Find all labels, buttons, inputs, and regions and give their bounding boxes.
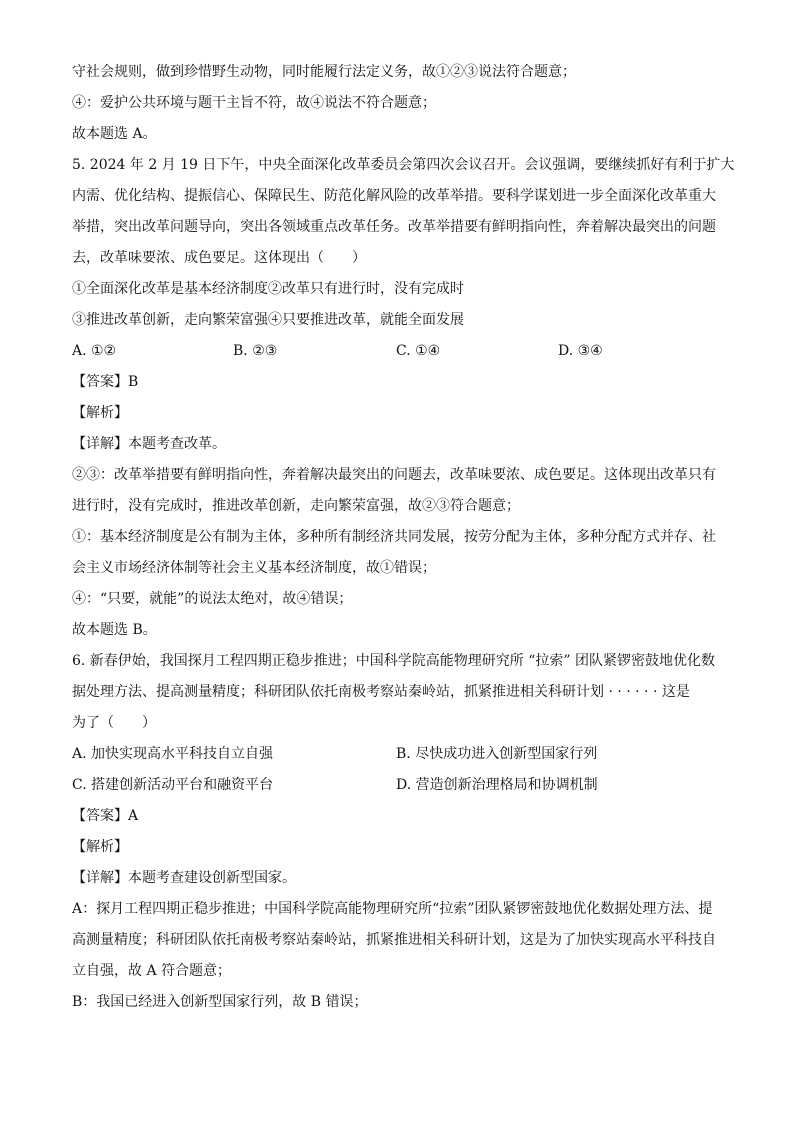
q6-option-d: D. 营造创新治理格局和协调机制 xyxy=(396,777,598,793)
q5-option-d: D. ③④ xyxy=(558,343,603,359)
q6-option-c: C. 搭建创新活动平台和融资平台 xyxy=(72,777,274,793)
q6-option-b: B. 尽快成功进入创新型国家行列 xyxy=(396,746,598,762)
q5-analysis-heading: 【解析】 xyxy=(72,405,128,421)
q6-explanation-line: 高测量精度；科研团队依托南极考察站秦岭站，抓紧推进相关科研计划，这是为了加快实现高水平科技自 xyxy=(72,932,716,948)
q6-stem-line: 为了（ ） xyxy=(72,715,156,731)
prev-explanation-line: 守社会规则，做到珍惜野生动物，同时能履行法定义务，故①②③说法符合题意； xyxy=(72,64,576,80)
q5-item-line: ①全面深化改革是基本经济制度②改革只有进行时，没有完成时 xyxy=(72,281,464,297)
q5-stem-line: 去，改革味要浓、成色要足。这体现出（ ） xyxy=(72,250,366,266)
q5-item-line: ③推进改革创新，走向繁荣富强④只要推进改革，就能全面发展 xyxy=(72,312,464,328)
q5-explanation-line: ①：基本经济制度是公有制为主体，多种所有制经济共同发展，按劳分配为主体，多种分配方式并存、社 xyxy=(72,529,716,545)
q5-explanation-line: 会主义市场经济体制等社会主义基本经济制度，故①错误； xyxy=(72,560,436,576)
q6-option-a: A. 加快实现高水平科技自立自强 xyxy=(72,746,274,762)
q6-stem-line: 6. 新春伊始，我国探月工程四期正稳步推进；中国科学院高能物理研究所 “拉索” 团队紧锣密鼓地优化数 xyxy=(72,653,716,669)
q6-explanation-line: 立自强，故 A 符合题意； xyxy=(72,963,232,979)
q5-explanation-line: ④：“只要，就能”的说法太绝对，故④错误； xyxy=(72,591,353,607)
q5-stem-line: 5. 2024 年 2 月 19 日下午，中央全面深化改革委员会第四次会议召开。会议强调，要继续抓好有利于扩大 xyxy=(72,157,735,173)
q5-option-c: C. ①④ xyxy=(396,343,441,359)
q6-detail-heading: 【详解】本题考查建设创新型国家。 xyxy=(72,870,296,886)
prev-explanation-line: ④：爱护公共环境与题干主旨不符，故④说法不符合题意； xyxy=(72,95,436,111)
q6-analysis-heading: 【解析】 xyxy=(72,839,128,855)
q5-conclusion: 故本题选 B。 xyxy=(72,622,157,638)
q6-stem-line: 据处理方法、提高测量精度；科研团队依托南极考察站秦岭站，抓紧推进相关科研计划 · · · · · · 这是 xyxy=(72,684,690,700)
q5-option-a: A. ①② xyxy=(72,343,117,359)
q5-option-b: B. ②③ xyxy=(233,343,278,359)
q5-explanation-line: ②③：改革举措要有鲜明指向性，奔着解决最突出的问题去，改革味要浓、成色要足。这体现出改革只有 xyxy=(72,467,716,483)
prev-conclusion: 故本题选 A。 xyxy=(72,126,157,142)
q6-explanation-line: B：我国已经进入创新型国家行列，故 B 错误； xyxy=(72,994,368,1010)
q5-stem-line: 内需、优化结构、提振信心、保障民生、防范化解风险的改革举措。要科学谋划进一步全面深化改革重大 xyxy=(72,188,716,204)
q5-stem-line: 举措，突出改革问题导向，突出各领域重点改革任务。改革举措要有鲜明指向性，奔着解决最突出的问题 xyxy=(72,219,716,235)
q6-answer: 【答案】A xyxy=(72,808,139,824)
q5-explanation-line: 进行时，没有完成时，推进改革创新，走向繁荣富强，故②③符合题意； xyxy=(72,498,520,514)
q6-explanation-line: A：探月工程四期正稳步推进；中国科学院高能物理研究所“拉索”团队紧锣密鼓地优化数据处理方法、提 xyxy=(72,901,713,917)
q5-answer: 【答案】B xyxy=(72,374,139,390)
q5-detail-heading: 【详解】本题考查改革。 xyxy=(72,436,226,452)
